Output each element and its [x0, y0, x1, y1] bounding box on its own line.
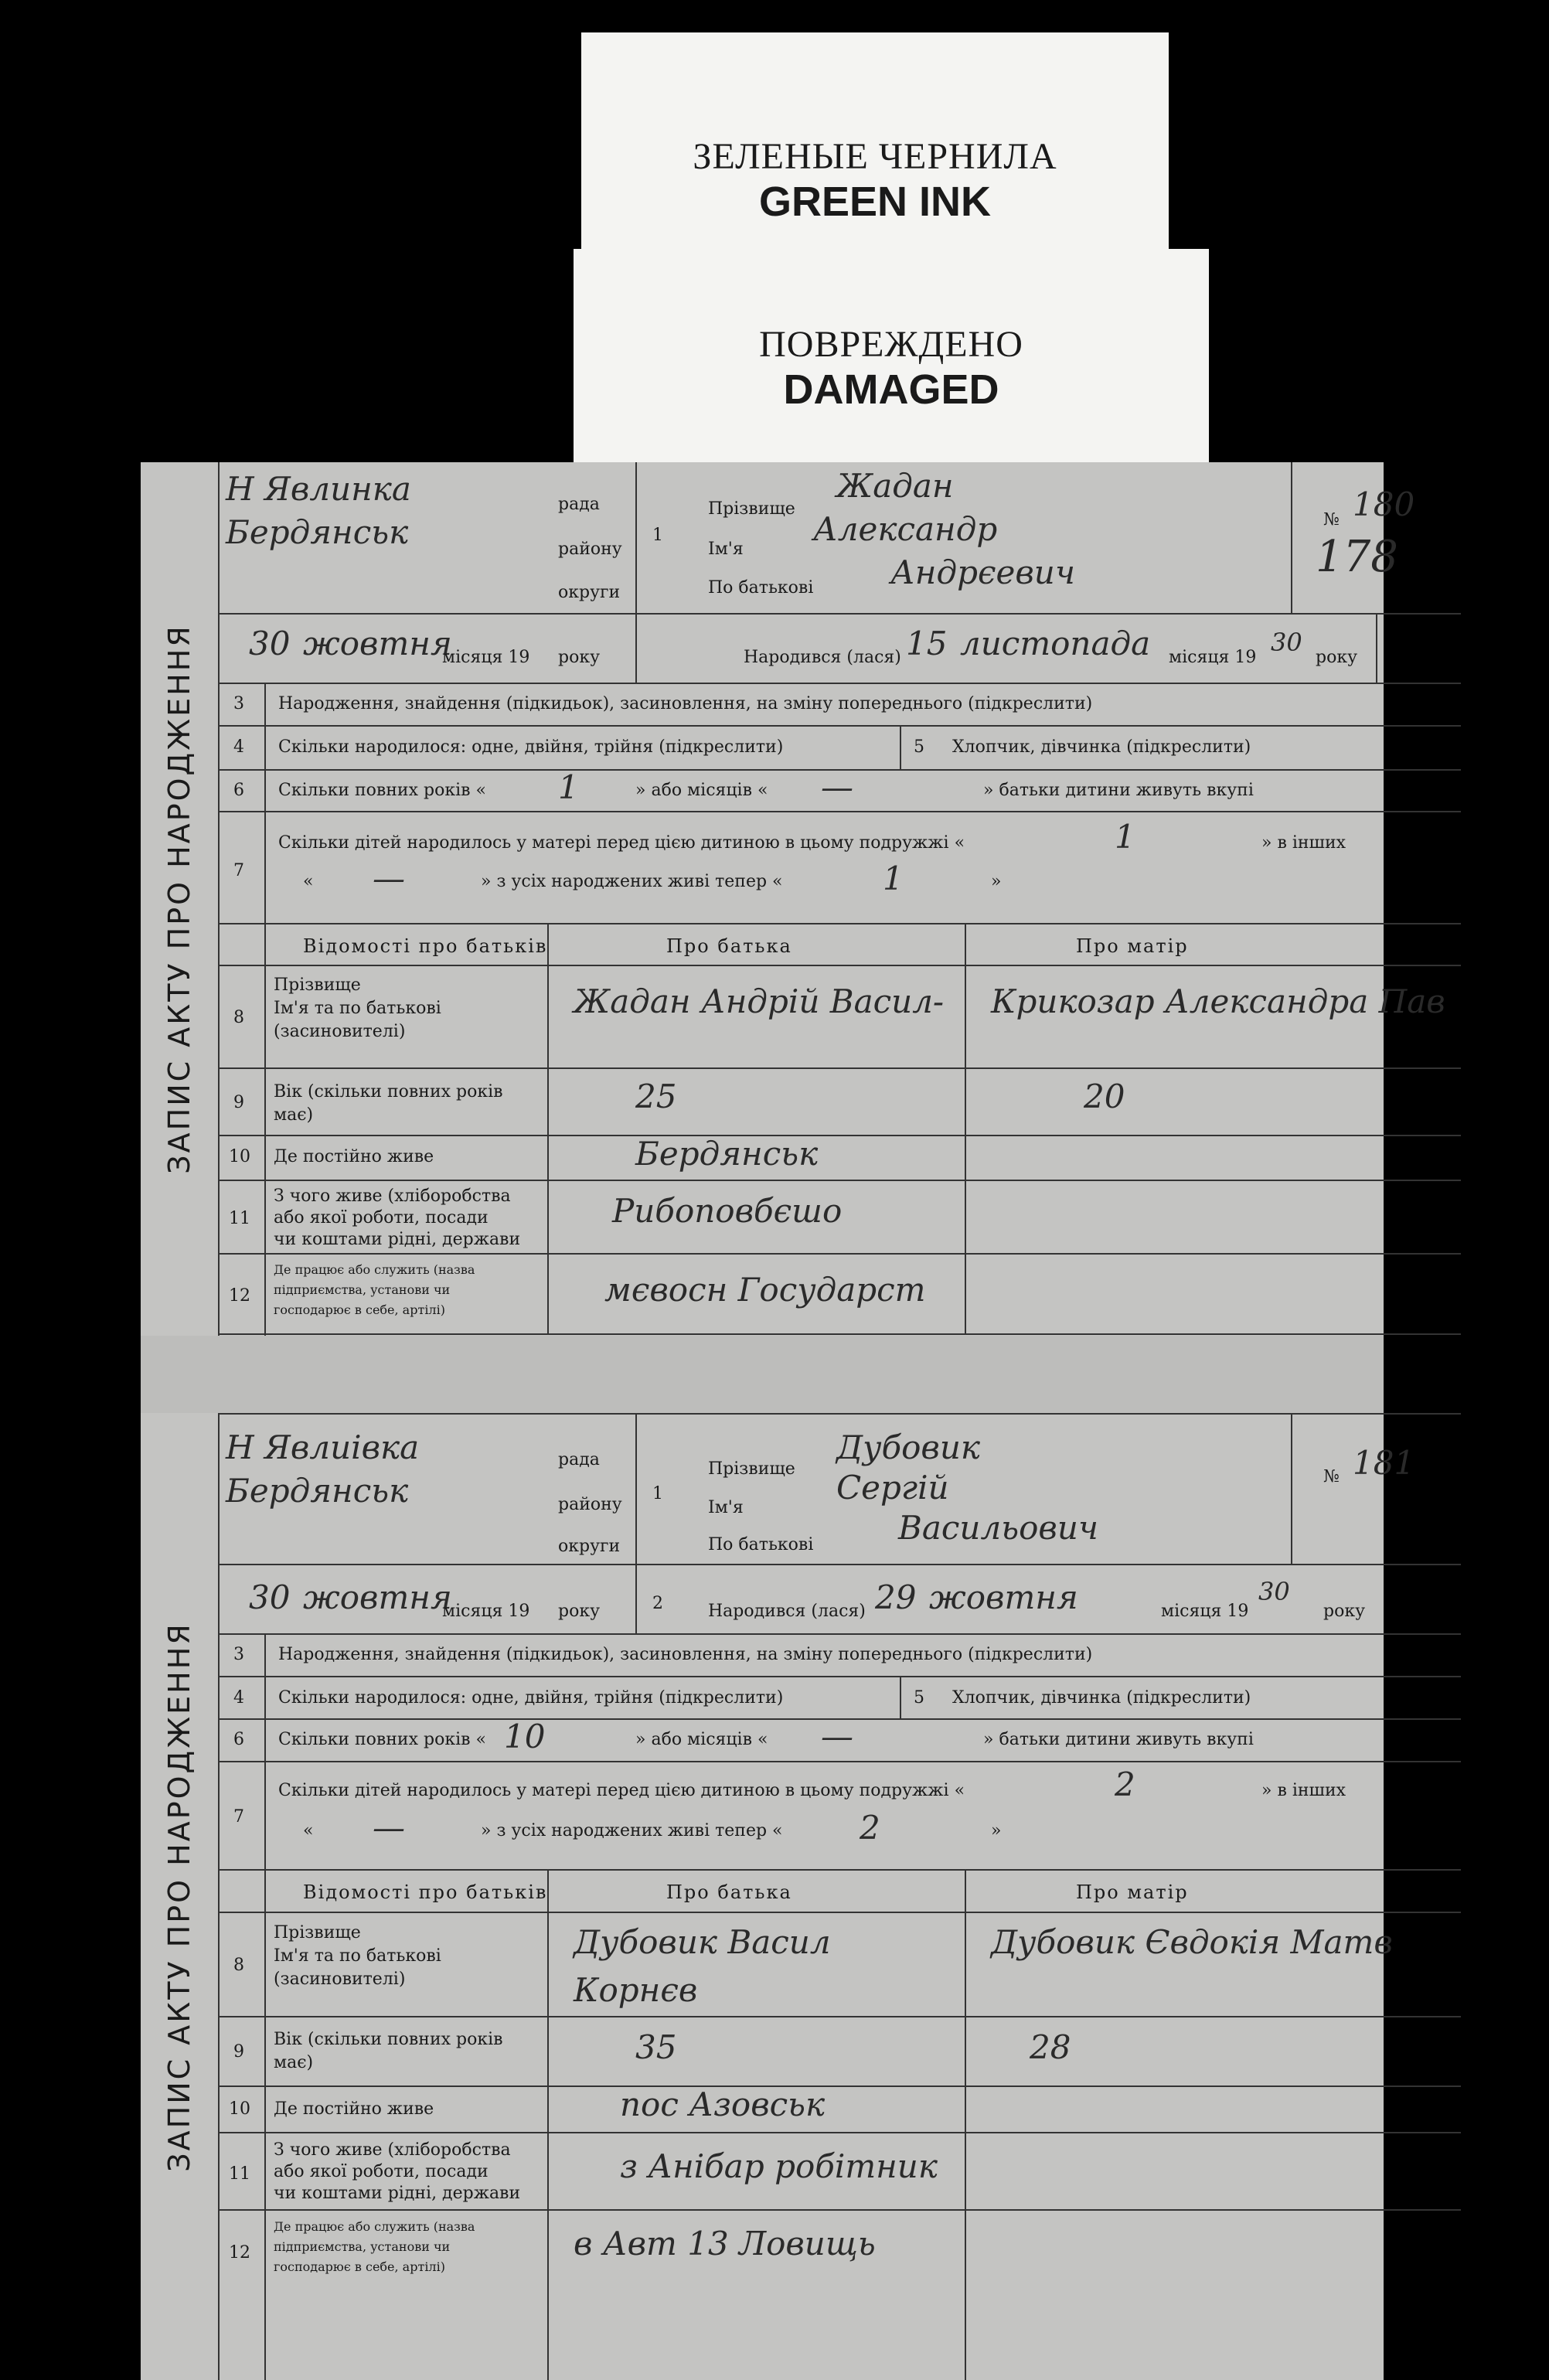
livelihood: з Анібар робітник: [620, 2147, 938, 2185]
mother-header: Про матір: [1076, 1881, 1189, 1903]
father-age: 35: [635, 2028, 677, 2066]
father-age: 25: [635, 1078, 677, 1115]
rayon-value: Бердянськ: [226, 513, 409, 551]
okrug-label: округи: [558, 583, 621, 602]
mother-age: 20: [1084, 1078, 1125, 1115]
row7a-label: Скільки дітей народилось у матері перед цією дитиною в цьому подружжі «: [278, 1781, 965, 1800]
card-en-text: DAMAGED: [783, 366, 999, 413]
row9-label: Вік (скільки повних років має): [274, 2030, 503, 2072]
patronymic-label: По батькові: [708, 578, 814, 598]
children-other: —: [373, 1809, 405, 1847]
born-year: 30: [1271, 628, 1302, 657]
rada-label: рада: [558, 1450, 600, 1469]
father-name: Дубовик Васил Корнєв: [574, 1923, 831, 2009]
months-together: —: [821, 1718, 853, 1755]
record-number: 180: [1353, 485, 1415, 523]
rayon-label: району: [558, 540, 622, 559]
father-header: Про батька: [666, 1881, 792, 1903]
surname-value: Жадан: [836, 467, 954, 505]
row6c-label: » батьки дитини живуть вкупі: [983, 1730, 1254, 1749]
row6a-label: Скільки повних років «: [278, 1730, 486, 1749]
month-label: місяця 19: [442, 1602, 530, 1621]
children-other: —: [373, 860, 405, 897]
row12-label: Де працює або служить (назва підприємства, установи чи господарює в себе, артілі): [274, 1262, 475, 1317]
row7e-label: »: [991, 1821, 1002, 1840]
livelihood: Рибоповбєшо: [612, 1192, 843, 1230]
reg-day: 30: [249, 625, 291, 662]
rada-label: рада: [558, 495, 600, 514]
parents-header: Відомості про батьків: [303, 935, 548, 957]
row6b-label: » або місяців «: [635, 781, 768, 800]
row6c-label: » батьки дитини живуть вкупі: [983, 781, 1254, 800]
green-ink-card: [581, 32, 1169, 249]
row3-label: Народження, знайдення (підкидьок), засиновлення, на зміну попереднього (підкреслити): [278, 694, 1093, 713]
father-header: Про батька: [666, 935, 792, 957]
row6b-label: » або місяців «: [635, 1730, 768, 1749]
reg-day: 30: [249, 1578, 291, 1616]
card-en-text: GREEN INK: [758, 179, 992, 225]
months-together: —: [821, 768, 853, 806]
name-value: Сергій: [836, 1469, 949, 1507]
row5-label: Хлопчик, дівчинка (підкреслити): [952, 737, 1251, 757]
row5-label: Хлопчик, дівчинка (підкреслити): [952, 1688, 1251, 1708]
born-label: Народився (лася): [708, 1602, 866, 1621]
residence: Бердянськ: [635, 1135, 819, 1173]
reg-month: жовтня: [303, 625, 452, 662]
okrug-label: округи: [558, 1537, 621, 1556]
year-label: року: [558, 648, 601, 667]
record-number-2: 178: [1316, 532, 1398, 582]
row7c-label: «: [303, 1821, 314, 1840]
patronymic-value: Андрєевич: [890, 553, 1075, 591]
reg-month: жовтня: [303, 1578, 452, 1616]
mother-age: 28: [1030, 2028, 1071, 2066]
surname-label: Прізвище: [708, 1459, 795, 1479]
mother-header: Про матір: [1076, 935, 1189, 957]
name-label: Ім'я: [708, 540, 744, 559]
born-label: Народився (лася): [744, 648, 901, 667]
children-before: 2: [1115, 1765, 1135, 1803]
row11-label: З чого живе (хліборобства або якої роботи, посади чи коштами рідні, держави: [274, 1187, 521, 1249]
mother-name: Дубовик Євдокія Матв: [991, 1923, 1393, 1961]
children-alive: 2: [860, 1809, 880, 1847]
rada-value: Н Явлиівка: [226, 1428, 420, 1466]
name-value: Александр: [813, 510, 998, 548]
surname-label: Прізвище: [708, 499, 795, 519]
rayon-value: Бердянськ: [226, 1472, 409, 1510]
record-number: 181: [1353, 1444, 1415, 1482]
side-title: ЗАПИС АКТУ ПРО НАРОДЖЕННЯ: [141, 1413, 220, 2380]
work-place: в Авт 13 Ловищь: [574, 2225, 876, 2263]
row7b-label: » в інших: [1261, 833, 1346, 853]
row12-label: Де працює або служить (назва підприємства, установи чи господарює в себе, артілі): [274, 2219, 475, 2274]
mother-name: Крикозар Александра Пав: [991, 982, 1445, 1020]
born-day: 15: [906, 625, 948, 662]
row10-label: Де постійно живе: [274, 1147, 434, 1166]
row10-label: Де постійно живе: [274, 2099, 434, 2119]
born-month-label: місяця 19: [1169, 648, 1257, 667]
born-year-label: року: [1323, 1602, 1366, 1621]
father-name: Жадан Андрій Васил-: [574, 982, 945, 1020]
row7a-label: Скільки дітей народилось у матері перед цією дитиною в цьому подружжі «: [278, 833, 965, 853]
born-month: жовтня: [929, 1578, 1078, 1616]
side-title: ЗАПИС АКТУ ПРО НАРОДЖЕННЯ: [141, 462, 220, 1336]
row11-label: З чого живе (хліборобства або якої роботи, посади чи коштами рідні, держави: [274, 2140, 521, 2203]
years-together: 10: [504, 1718, 546, 1755]
birth-record-form-1: ЗАПИС АКТУ ПРО НАРОДЖЕННЯ Н Явлинка рада Бердянськ району округи 1 Прізвище Жадан Ім'я Александр По батькові Андрєевич № 180 178 30 жовтня місяця 19 року Народився (лася) 15 листопада місяця 19 30 року 3 Народження, знайдення (підкидьок), засиновлення, на зміну попереднього (підкреслити) 4 Скільки народилося: одне, двійня, трійня (підкреслити) 5 Хлопчик, дівчинка (підкреслити) 6 Скільки повних років « 1 » або місяців « — » батьки дитини живуть вкупі 7 Скільки дітей народилось у матері перед цією дитиною в цьому подружжі « 1 » в інших « — » з усіх народжених живі тепер « 1 » Відомості про батьків Про батька Про матір 8 Прізвище Ім'я та по батькові (засиновителі) Жадан Андрій Васил- Крикозар Александра Пав 9 Вік (скільки повних років має) 25 20 10 Де постійно живе Бердянськ 11 З чого живе (хліборобства або якої роботи, посади чи коштами рідні, держави Рибоповбєшо 12 Де працює або служить (назва підприємства, установи чи господарює в себе, артілі) мєвосн Государст: [141, 462, 1384, 1336]
row4-label: Скільки народилося: одне, двійня, трійня (підкреслити): [278, 737, 784, 757]
born-month-label: місяця 19: [1161, 1602, 1249, 1621]
row6a-label: Скільки повних років «: [278, 781, 486, 800]
patronymic-value: Васильович: [898, 1509, 1098, 1547]
number-label: №: [1323, 1467, 1340, 1486]
children-before: 1: [1115, 818, 1135, 856]
row7c-label: «: [303, 872, 314, 891]
children-alive: 1: [883, 860, 904, 897]
damaged-card: [574, 249, 1209, 462]
work-place: мєвосн Государст: [604, 1271, 926, 1309]
birth-record-form-2: ЗАПИС АКТУ ПРО НАРОДЖЕННЯ Н Явлиівка рада Бердянськ району округи 1 Прізвище Дубовик Ім'я Сергій По батькові Васильович № 181 30 жовтня місяця 19 року 2 Народився (лася) 29 жовтня місяця 19 30 року 3 Народження, знайдення (підкидьок), засиновлення, на зміну попереднього (підкреслити) 4 Скільки народилося: одне, двійня, трійня (підкреслити) 5 Хлопчик, дівчинка (підкреслити) 6 Скільки повних років « 10 » або місяців « — » батьки дитини живуть вкупі 7 Скільки дітей народилось у матері перед цією дитиною в цьому подружжі « 2 » в інших « — » з усіх народжених живі тепер « 2 » Відомості про батьків Про батька Про матір 8 Прізвище Ім'я та по батькові (засиновителі) Дубовик Васил Корнєв Дубовик Євдокія Матв 9 Вік (скільки повних років має) 35 28 10 Де постійно живе пос Азовськ 11 З чого живе (хліборобства або якої роботи, посади чи коштами рідні, держави з Анібар робітник 12 Де працює або служить (назва підприємства, установи чи господарює в себе, артілі) в Авт 13 Ловищь: [141, 1413, 1384, 2380]
born-year-label: року: [1316, 648, 1358, 667]
form-gap: [141, 1336, 1384, 1413]
row8-label: Прізвище Ім'я та по батькові (засиновителі): [274, 1923, 441, 1989]
rayon-label: району: [558, 1495, 622, 1514]
rada-value: Н Явлинка: [226, 470, 411, 508]
row7d-label: » з усіх народжених живі тепер «: [481, 872, 783, 891]
row8-label: Прізвище Ім'я та по батькові (засиновителі): [274, 975, 441, 1041]
row3-label: Народження, знайдення (підкидьок), засиновлення, на зміну попереднього (підкреслити): [278, 1645, 1093, 1664]
patronymic-label: По батькові: [708, 1535, 814, 1554]
number-label: №: [1323, 510, 1340, 529]
born-year: 30: [1258, 1577, 1290, 1606]
surname-value: Дубовик: [836, 1428, 981, 1466]
born-month: листопада: [960, 625, 1151, 662]
month-label: місяця 19: [442, 648, 530, 667]
year-label: року: [558, 1602, 601, 1621]
row7b-label: » в інших: [1261, 1781, 1346, 1800]
card-ru-text: ПОВРЕЖДЕНО: [759, 324, 1023, 365]
row4-label: Скільки народилося: одне, двійня, трійня (підкреслити): [278, 1688, 784, 1708]
years-together: 1: [558, 768, 579, 806]
name-label: Ім'я: [708, 1498, 744, 1517]
born-day: 29: [875, 1578, 917, 1616]
parents-header: Відомості про батьків: [303, 1881, 548, 1903]
row9-label: Вік (скільки повних років має): [274, 1082, 503, 1125]
residence: пос Азовськ: [620, 2085, 826, 2123]
card-ru-text: ЗЕЛЕНЫЕ ЧЕРНИЛА: [693, 136, 1057, 177]
row7d-label: » з усіх народжених живі тепер «: [481, 1821, 783, 1840]
row7e-label: »: [991, 872, 1002, 891]
